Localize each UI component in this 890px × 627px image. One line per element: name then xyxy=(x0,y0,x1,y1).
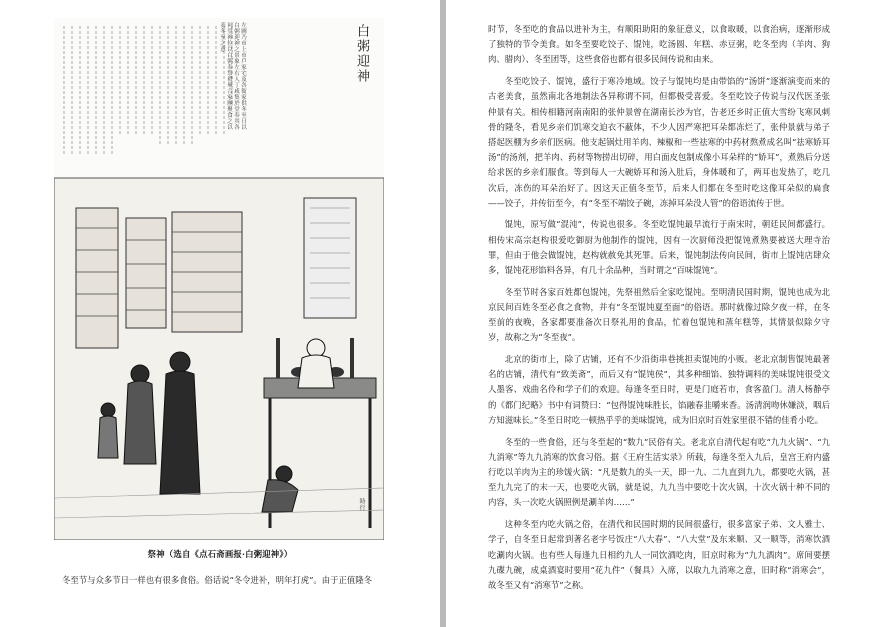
paragraph: 北京的街市上，除了店铺，还有不少沿街串巷挑担卖馄饨的小贩。老北京制售馄饨最著名的店铺，清代有“致美斋”，而后又有“馄饨侯”，其多种细馅、独特调料的美味馄饨很受文人墨客、戏曲名伶和学子们的欢迎。每逢冬至日时，更是门庭若市，食客盈门。清人杨静亭的《都门纪略》书中有词赞曰：“包得馄饨味胜长，馅融春韭嚼来香。汤清润吻休嫌淡，咽后方知滋味长。”冬至日时吃一顿热乎乎的美味馄饨，成为旧京时百姓家里很不错的佳肴小吃。 xyxy=(488,354,830,425)
left-body-text: 冬至节与众多节日一样也有很多食俗。俗话说“冬令进补，明年打虎”。由于正值隆冬 xyxy=(62,575,373,585)
paragraph: 冬至节时各家百姓都包馄饨，先祭祖然后全家吃馄饨。至明清民国时期，馄饨也成为北京民间百姓冬至必食之食物，并有“冬至馄饨夏至面”的俗语。那时就像过除夕夜一样，在冬至前的夜晚，各家都要准备次日祭礼用的食品，忙着包馄饨和蒸年糕等，其情景似除夕守岁，故称之为“冬至夜”。 xyxy=(488,286,830,343)
paragraph: 时节，冬至吃的食品以进补为主，有顺阳助阳的象征意义，以食取暖，以食治病，逐渐形成了独特的节令美食。如冬至要吃饺子、馄饨，吃汤圆、年糕、赤豆粥，吃冬至肉（羊肉、狗肉、腊肉）、冬至团等，这些食俗也都有很多民间传说和由来。 xyxy=(488,24,830,65)
paragraph: 冬至吃饺子、馄饨，盛行于寒冷地域。饺子与馄饨均是由带馅的“汤饼”逐渐演变而来的古老美食，虽然南北各地制法各异称谓不同，但都极受喜爱。冬至吃饺子传说与汉代医圣张仲景有关。相传相籍河南南阳的张仲景曾在湖南长沙为官，告老还乡时正值大雪纷飞寒风刺骨的隆冬，看见乡亲们饥寒交迫衣不蔽体，不少人因严寒把耳朵都冻烂了，张仲景就与弟子搭起医棚为乡亲们医病。他支起锅灶用羊肉、辣椒和一些祛寒的中药材熬煮成名叫“祛寒娇耳汤”的汤剂，把羊肉、药材等物捞出切碎，用白面皮包制成像小耳朵样的“娇耳”，煮熟后分送给求医的乡亲们服食。等到每人一大碗娇耳和汤入肚后，身体暖和了，两耳也发热了，吃几次后，冻伤的耳朵治好了。因这天正值冬至节，后来人们都在冬至时吃这像耳朵似的扁食——饺子，并传衍至今，有“冬至不端饺子碗，冻掉耳朵没人管”的俗语流传于世。 xyxy=(488,76,830,208)
paragraph: 馄饨，原写做“混沌”，传说也很多。冬至吃馄饨最早流行于南宋时，朝廷民间都盛行。相传宋高宗赵构很爱吃御厨为他制作的馄饨，因有一次厨师没把馄饨煮熟要被送大理寺治罪，但由于他会做馄饨，赵构就赦免其死罪。后来，馄饨制法传向民间，街市上馄饨店肆众多，馄饨花形馅料各异，有几十余品种，当时谓之“百味馄饨”。 xyxy=(488,219,830,276)
figure-caption: 祭神（选自《点石斋画报·白粥迎神》） xyxy=(147,549,293,559)
right-page-text xyxy=(488,22,830,600)
illustration-signature: 時行 xyxy=(358,498,365,511)
paragraph: 这种冬至内吃火锅之俗，在清代和民国时期的民间很盛行，很多富家子弟、文人雅士、学子，自冬至日起常到著名老字号饭庄“八大春”、“八大堂”及东来顺、又一顺等，消寒饮酒吃涮肉火锅。也有些人每逢九日相约九人一同饮酒吃肉，旧京时称为“九九酒肉”。席间要摆九碟九碗，成桌酒宴时要用“花九件”（餐具）入席，以取九九消寒之意，旧时称“消寒会”，故冬至又有“消寒节”之称。 xyxy=(488,519,830,590)
illustration-inscription: 左圖乃市上市戶家宅及各衙家供冬至日以白粥迎神之景象左右人丁咸集於堂奉其各祠堂神位以白粥奉祭禮畢合家團聚食之以表冬至之意 xyxy=(219,22,246,130)
paragraph: 冬至的一些食俗，还与冬至起的“数九”民俗有关。老北京自清代起有吃“九九火锅”、“九九消寒”等九九消寒的饮食习俗。据《王府生活实录》所载，每逢冬至入九后，皇宫王府内盛行吃以羊肉为主的珍馐火锅：“凡是数九的头一天，即一九、二九直到九九，都要吃火锅，甚至九九完了的末一天，也要吃火锅，就是说，九九当中要吃十次火锅，十次火锅十种不同的内容，头一次吃火锅照例是涮羊肉……” xyxy=(488,436,830,508)
illustration-title: 白粥迎神 xyxy=(354,24,369,84)
